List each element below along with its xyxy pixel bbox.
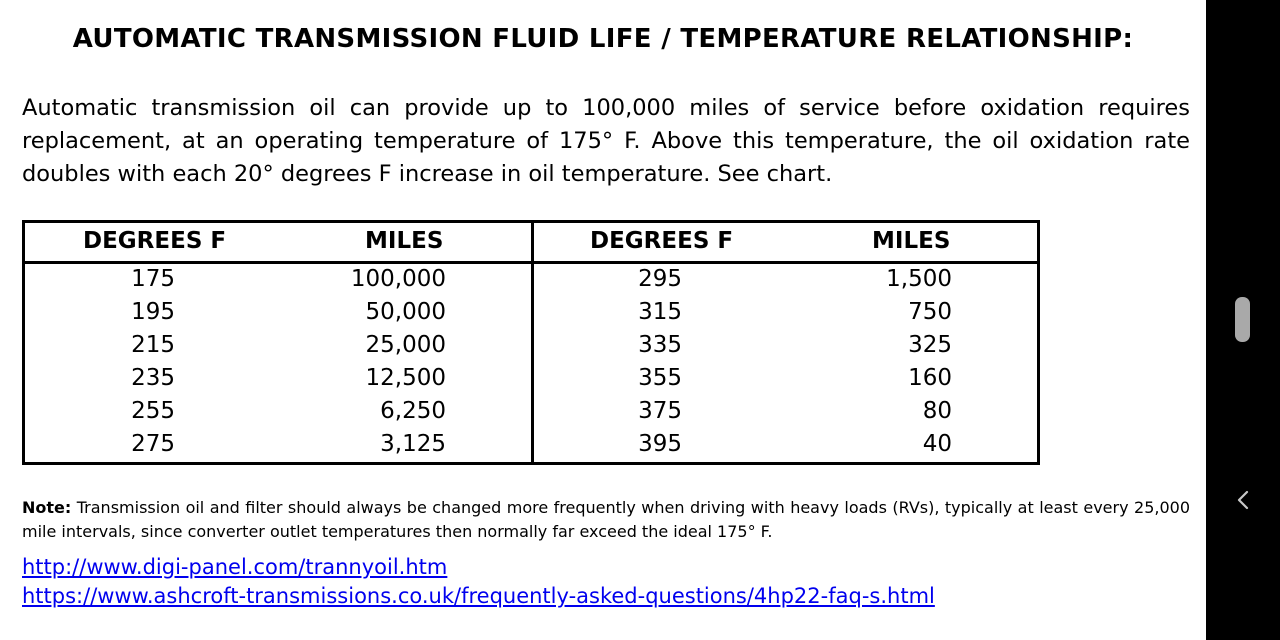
header-miles-left: MILES	[365, 228, 444, 254]
cell-degrees: 235	[131, 365, 175, 391]
cell-degrees: 195	[131, 299, 175, 325]
table-header-row	[534, 223, 1040, 264]
note-label: Note:	[22, 498, 72, 517]
cell-miles: 6,250	[380, 398, 446, 424]
cell-degrees: 215	[131, 332, 175, 358]
cell-miles: 40	[922, 431, 952, 457]
scroll-thumb[interactable]	[1235, 297, 1250, 342]
chevron-left-icon[interactable]	[1231, 486, 1255, 514]
page-title: AUTOMATIC TRANSMISSION FLUID LIFE / TEMPERATURE RELATIONSHIP:	[72, 24, 1134, 54]
cell-miles: 750	[908, 299, 952, 325]
intro-paragraph: Automatic transmission oil can provide up to 100,000 miles of service before oxidation requires replacement, at an operating temperature of 175° F. Above this temperature, the oil oxidation rate doubles with each 20° degrees F increase in oil temperature. See chart.	[22, 95, 1190, 187]
cell-miles: 160	[908, 365, 952, 391]
cell-degrees: 395	[638, 431, 682, 457]
cell-miles: 3,125	[380, 431, 446, 457]
cell-degrees: 275	[131, 431, 175, 457]
fluid-life-table	[22, 220, 1040, 465]
header-degrees-right: DEGREES F	[590, 228, 734, 254]
cell-degrees: 315	[638, 299, 682, 325]
cell-degrees: 355	[638, 365, 682, 391]
table-right-half	[531, 223, 1040, 462]
header-degrees-left: DEGREES F	[83, 228, 227, 254]
cell-miles: 325	[908, 332, 952, 358]
cell-miles: 12,500	[365, 365, 446, 391]
cell-miles: 80	[922, 398, 952, 424]
cell-degrees: 175	[131, 266, 175, 292]
cell-degrees: 375	[638, 398, 682, 424]
cell-miles: 100,000	[350, 266, 446, 292]
cell-miles: 1,500	[886, 266, 952, 292]
side-panel	[1206, 0, 1280, 640]
note-paragraph	[22, 496, 1190, 544]
note-text: Transmission oil and filter should always be changed more frequently when driving with heavy loads (RVs), typically at least every 25,000 mile intervals, since converter outlet temperatures then normally far exceed the ideal 175° F.	[22, 498, 1191, 541]
link-digi-panel[interactable]: http://www.digi-panel.com/trannyoil.htm	[22, 555, 448, 579]
cell-degrees: 335	[638, 332, 682, 358]
table-left-half	[25, 223, 531, 462]
cell-miles: 25,000	[365, 332, 446, 358]
cell-degrees: 255	[131, 398, 175, 424]
header-miles-right: MILES	[872, 228, 951, 254]
link-ashcroft[interactable]: https://www.ashcroft-transmissions.co.uk/frequently-asked-questions/4hp22-faq-s.html	[22, 584, 935, 608]
table-header-row	[25, 223, 531, 264]
cell-miles: 50,000	[365, 299, 446, 325]
cell-degrees: 295	[638, 266, 682, 292]
